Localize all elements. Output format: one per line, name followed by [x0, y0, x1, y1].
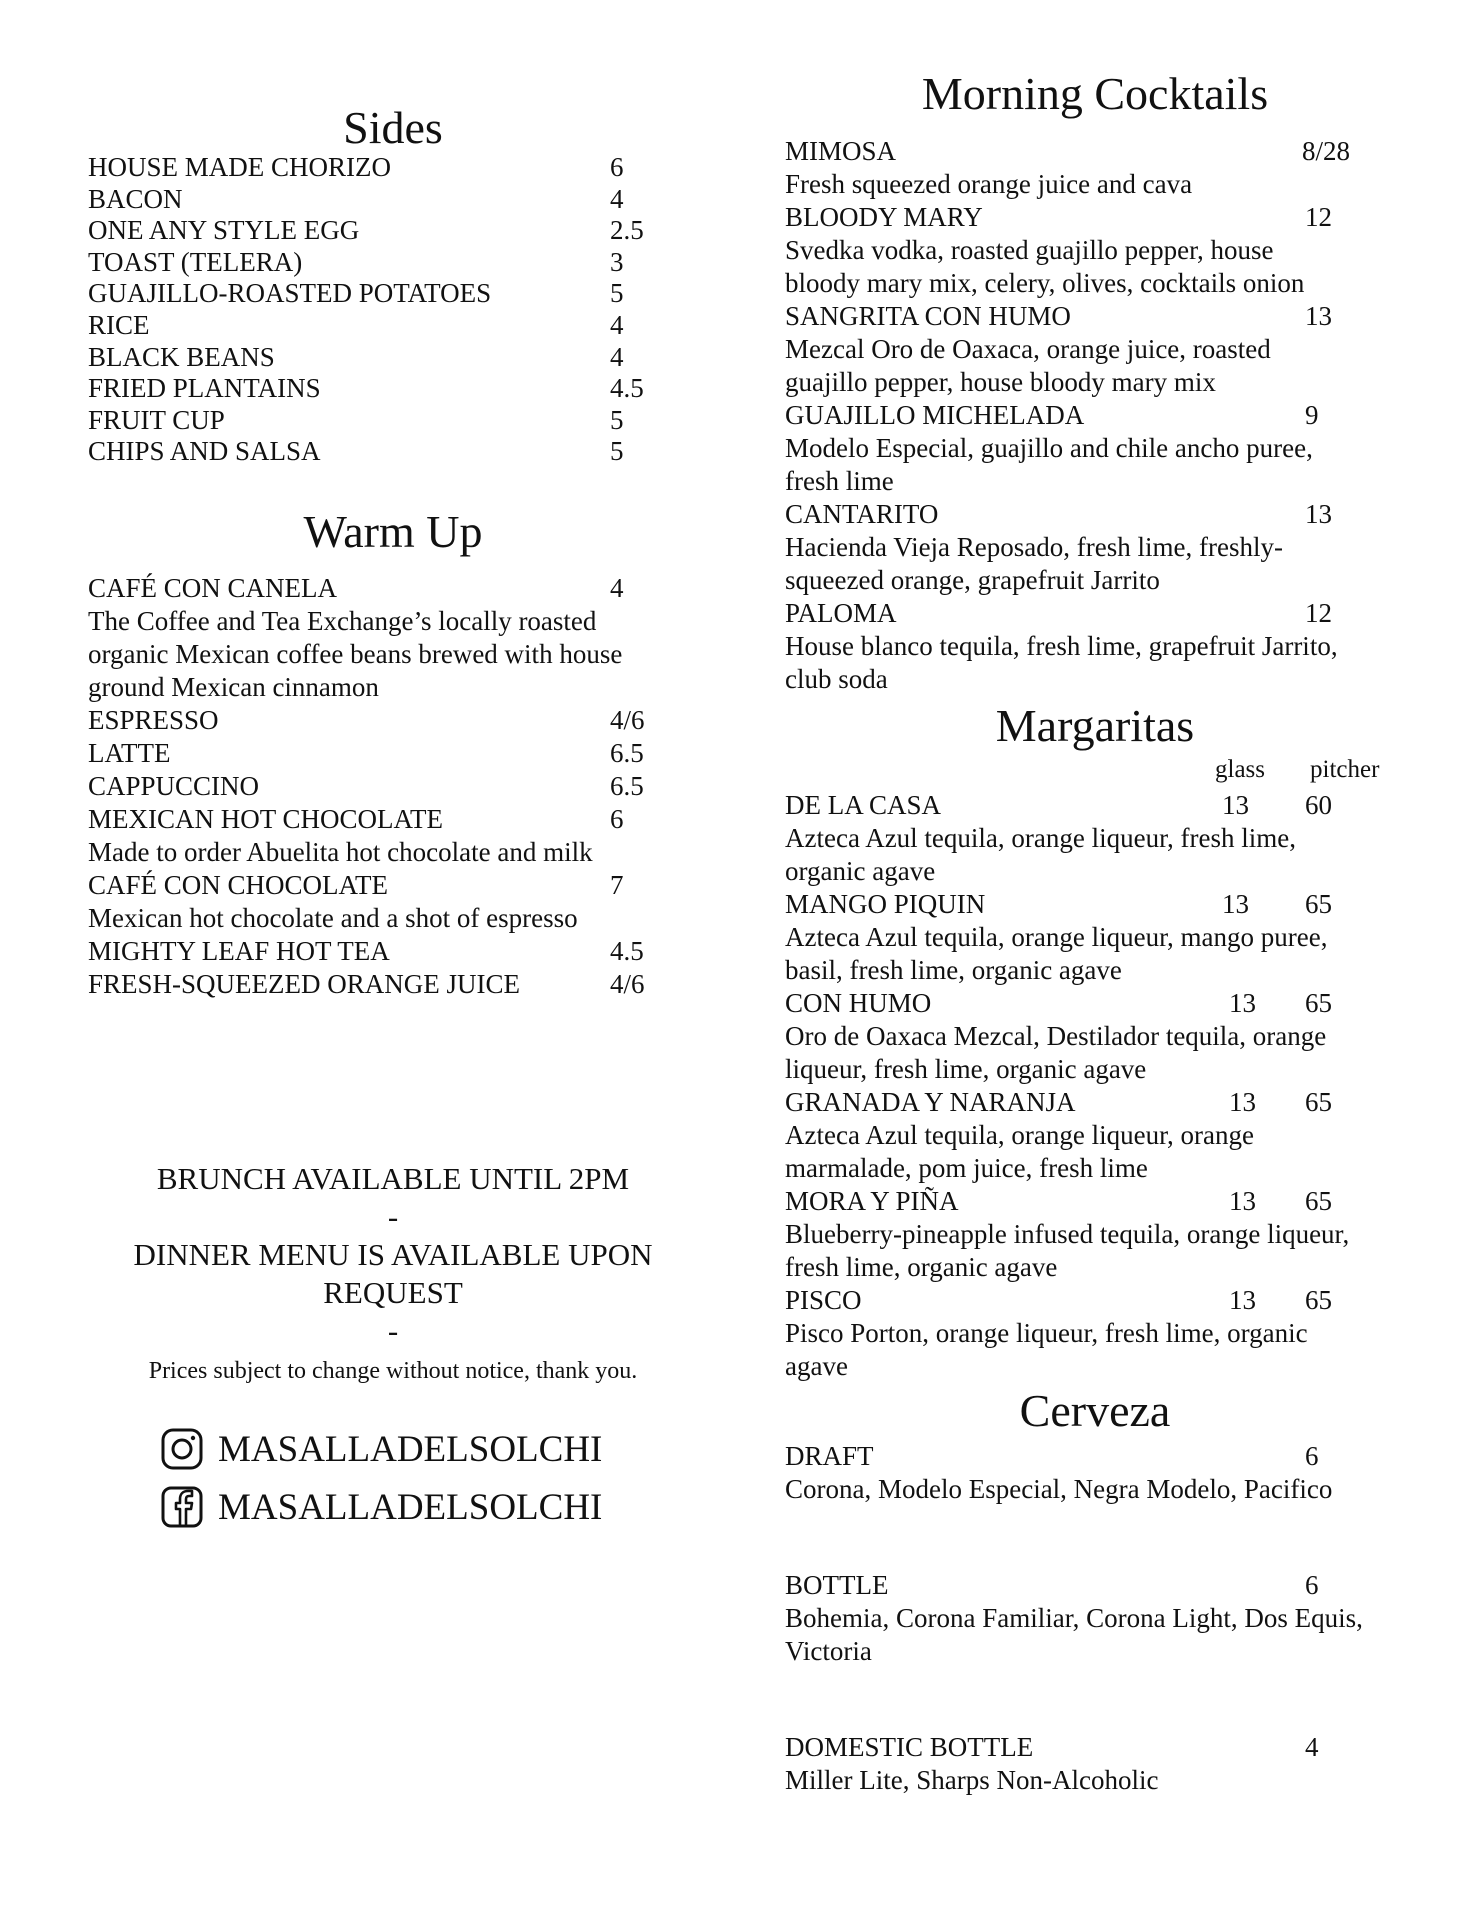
list-item [88, 404, 624, 437]
item-description: bloody mary mix, celery, olives, cocktails onion [785, 268, 1305, 298]
item-price: 5 [610, 404, 624, 435]
list-item [785, 888, 1405, 921]
item-description: fresh lime, organic agave [785, 1252, 1058, 1282]
item-price: 4 [610, 341, 624, 372]
item-description: Azteca Azul tequila, orange liqueur, orange [785, 1120, 1254, 1150]
list-item [88, 737, 644, 770]
pitcher-price: 65 [1305, 988, 1332, 1018]
glass-price: 13 [1229, 1285, 1256, 1315]
item-name: SANGRITA CON HUMO [785, 301, 1071, 331]
item-price: 4 [1305, 1732, 1319, 1762]
item-description: Mezcal Oro de Oaxaca, orange juice, roasted [785, 334, 1271, 364]
list-item [785, 987, 1405, 1020]
item-description: Azteca Azul tequila, orange liqueur, fresh lime, [785, 823, 1296, 853]
item-name: ESPRESSO [88, 705, 219, 735]
item-description: Modelo Especial, guajillo and chile ancho puree, [785, 433, 1313, 463]
list-item [785, 201, 1405, 234]
item-name: GRANADA Y NARANJA [785, 1087, 1076, 1117]
warm-up-heading: Warm Up [303, 506, 483, 557]
item-name: MORA Y PIÑA [785, 1186, 959, 1216]
item-description: guajillo pepper, house bloody mary mix [785, 367, 1216, 397]
pitcher-column-header: pitcher [1310, 756, 1380, 783]
item-price: 6 [610, 152, 624, 182]
list-item [785, 498, 1405, 531]
list-item [88, 770, 644, 803]
sides-list [88, 152, 644, 468]
item-description: Pisco Porton, orange liqueur, fresh lime, organic [785, 1318, 1308, 1348]
item-name: CAFÉ CON CHOCOLATE [88, 870, 389, 900]
list-item [785, 1440, 1405, 1473]
item-price: 4 [610, 573, 624, 603]
item-name: DE LA CASA [785, 790, 942, 820]
item-description: Mexican hot chocolate and a shot of espresso [88, 903, 578, 933]
item-name: GUAJILLO-ROASTED POTATOES [88, 278, 492, 309]
list-item [88, 309, 624, 342]
item-description: Svedka vodka, roasted guajillo pepper, house [785, 235, 1274, 265]
list-item [88, 215, 644, 247]
item-price: 7 [610, 870, 624, 900]
dinner-menu-note: DINNER MENU IS AVAILABLE UPON [133, 1237, 653, 1272]
item-price: 6.5 [610, 738, 644, 768]
item-description: organic Mexican coffee beans brewed with house [88, 639, 623, 669]
item-description: basil, fresh lime, organic agave [785, 955, 1122, 985]
item-name: RICE [88, 309, 150, 340]
item-price: 6.5 [610, 771, 644, 801]
spacer [785, 1506, 1405, 1569]
pitcher-price: 60 [1305, 790, 1332, 820]
item-name: CAPPUCCINO [88, 771, 260, 801]
item-description: club soda [785, 664, 888, 694]
item-price: 2.5 [610, 215, 644, 246]
glass-price: 13 [1222, 790, 1249, 820]
item-name: MEXICAN HOT CHOCOLATE [88, 804, 443, 834]
item-name: MANGO PIQUIN [785, 889, 986, 919]
item-description: Victoria [785, 1636, 872, 1666]
item-price: 5 [610, 436, 624, 467]
list-item [785, 300, 1405, 333]
cerveza-heading: Cerveza [1019, 1385, 1171, 1436]
list-item [88, 152, 624, 184]
item-name: CANTARITO [785, 499, 939, 529]
item-description: Corona, Modelo Especial, Negra Modelo, Pacifico [785, 1474, 1333, 1504]
list-item [88, 935, 644, 968]
item-description: Bohemia, Corona Familiar, Corona Light, Dos Equis, [785, 1603, 1363, 1633]
item-price: 6 [610, 804, 624, 834]
item-price: 9 [1305, 400, 1319, 430]
item-description: Blueberry-pineapple infused tequila, orange liqueur, [785, 1219, 1350, 1249]
item-price: 5 [610, 278, 624, 309]
morning-cocktails-list [785, 135, 1405, 696]
item-name: MIMOSA [785, 136, 897, 166]
list-item [785, 597, 1405, 630]
item-description: agave [785, 1351, 848, 1381]
item-name: ONE ANY STYLE EGG [88, 215, 360, 246]
item-price: 12 [1305, 598, 1332, 628]
item-name: CON HUMO [785, 988, 932, 1018]
item-name: TOAST (TELERA) [88, 246, 303, 277]
item-description: fresh lime [785, 466, 894, 496]
item-name: LATTE [88, 738, 171, 768]
item-name: CAFÉ CON CANELA [88, 573, 338, 603]
warm-up-list [88, 572, 645, 1001]
margaritas-column-headers [785, 756, 1405, 787]
margaritas-heading: Margaritas [995, 700, 1195, 751]
sides-heading: Sides [343, 102, 443, 153]
item-price: 6 [1305, 1441, 1319, 1471]
list-item [785, 1185, 1405, 1218]
instagram-handle-row[interactable] [160, 1420, 602, 1478]
list-item [88, 704, 645, 737]
item-description: squeezed orange, grapefruit Jarrito [785, 565, 1160, 595]
glass-price: 13 [1222, 889, 1249, 919]
morning-cocktails-heading: Morning Cocktails [921, 68, 1269, 119]
item-name: CHIPS AND SALSA [88, 436, 321, 467]
pitcher-price: 65 [1305, 1087, 1332, 1117]
item-price: 12 [1305, 202, 1332, 232]
item-price: 13 [1305, 499, 1332, 529]
list-item [88, 436, 624, 468]
item-price: 4.5 [610, 936, 644, 966]
item-description: Oro de Oaxaca Mezcal, Destilador tequila, orange [785, 1021, 1327, 1051]
item-description: Made to order Abuelita hot chocolate and milk [88, 837, 593, 867]
instagram-handle: MASALLADELSOLCHI [218, 1428, 603, 1470]
glass-price: 13 [1229, 1087, 1256, 1117]
list-item [785, 1086, 1405, 1119]
price-disclaimer: Prices subject to change without notice, thank you. [148, 1358, 638, 1384]
item-price: 4.5 [610, 373, 644, 404]
list-item [785, 789, 1405, 822]
list-item [785, 1284, 1405, 1317]
item-price: 6 [1305, 1570, 1319, 1600]
item-description: The Coffee and Tea Exchange’s locally roasted [88, 606, 597, 636]
list-item [785, 399, 1405, 432]
list-item [785, 1731, 1405, 1764]
separator-dash: - [387, 1313, 399, 1348]
item-name: HOUSE MADE CHORIZO [88, 152, 391, 182]
list-item [785, 1569, 1405, 1602]
list-item [88, 869, 622, 902]
item-price: 8/28 [1302, 136, 1351, 166]
list-item [785, 135, 1405, 168]
pitcher-price: 65 [1305, 889, 1332, 919]
item-name: FRESH-SQUEEZED ORANGE JUICE [88, 969, 520, 999]
glass-price: 13 [1229, 1186, 1256, 1216]
instagram-icon [160, 1427, 204, 1471]
item-price: 3 [610, 246, 624, 277]
glass-price: 13 [1229, 988, 1256, 1018]
item-name: BLACK BEANS [88, 341, 275, 372]
item-name: PALOMA [785, 598, 897, 628]
item-price: 4/6 [610, 969, 645, 999]
item-description: Hacienda Vieja Reposado, fresh lime, freshly- [785, 532, 1283, 562]
item-name: GUAJILLO MICHELADA [785, 400, 1085, 430]
item-description: organic agave [785, 856, 936, 886]
item-price: 4/6 [610, 705, 645, 735]
brunch-notice [88, 1160, 698, 1386]
item-name: FRUIT CUP [88, 404, 225, 435]
item-description: ground Mexican cinnamon [88, 672, 379, 702]
facebook-handle: MASALLADELSOLCHI [218, 1486, 603, 1528]
item-name: MIGHTY LEAF HOT TEA [88, 936, 390, 966]
spacer [785, 1668, 1405, 1731]
cerveza-list [785, 1440, 1405, 1797]
item-description: House blanco tequila, fresh lime, grapefruit Jarrito, [785, 631, 1338, 661]
margaritas-list [785, 789, 1405, 1383]
item-name: BOTTLE [785, 1570, 889, 1600]
glass-column-header: glass [1215, 756, 1265, 783]
item-description: Miller Lite, Sharps Non-Alcoholic [785, 1765, 1159, 1795]
item-name: BLOODY MARY [785, 202, 983, 232]
item-description: Fresh squeezed orange juice and cava [785, 169, 1193, 199]
item-name: FRIED PLANTAINS [88, 373, 321, 404]
item-name: PISCO [785, 1285, 862, 1315]
item-price: 4 [610, 183, 624, 214]
facebook-handle-row[interactable] [160, 1478, 602, 1536]
list-item [88, 341, 624, 374]
list-item [88, 246, 624, 279]
list-item [88, 278, 624, 310]
list-item [88, 572, 622, 605]
item-name: DRAFT [785, 1441, 874, 1471]
dinner-menu-note-cont: REQUEST [323, 1275, 463, 1310]
list-item [88, 373, 644, 405]
list-item [88, 183, 624, 216]
separator-dash: - [387, 1199, 399, 1234]
list-item [88, 968, 645, 1001]
facebook-icon [160, 1485, 204, 1529]
list-item [88, 803, 622, 836]
item-description: liqueur, fresh lime, organic agave [785, 1054, 1147, 1084]
pitcher-price: 65 [1305, 1285, 1332, 1315]
item-price: 4 [610, 309, 624, 340]
item-name: DOMESTIC BOTTLE [785, 1732, 1034, 1762]
item-description: marmalade, pom juice, fresh lime [785, 1153, 1148, 1183]
item-name: BACON [88, 183, 183, 214]
item-price: 13 [1305, 301, 1332, 331]
brunch-hours: BRUNCH AVAILABLE UNTIL 2PM [156, 1161, 630, 1196]
item-description: Azteca Azul tequila, orange liqueur, mango puree, [785, 922, 1328, 952]
social-handles [160, 1420, 602, 1536]
pitcher-price: 65 [1305, 1186, 1332, 1216]
